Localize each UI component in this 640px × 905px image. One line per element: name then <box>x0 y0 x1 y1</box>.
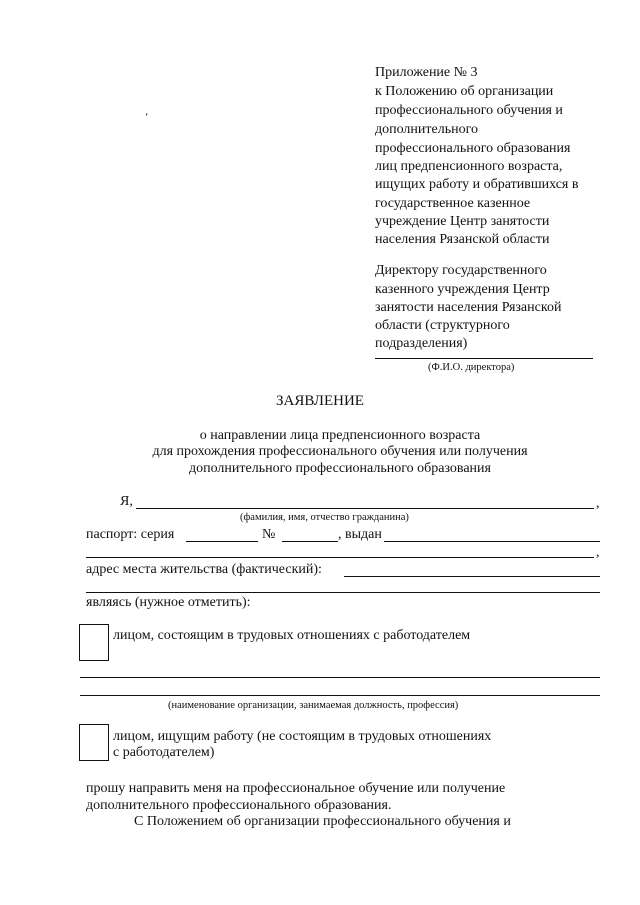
director-fio-caption: (Ф.И.О. директора) <box>428 362 515 373</box>
addressee-line: области (структурного <box>375 318 510 333</box>
option1-label: лицом, состоящим в трудовых отношениях с работодателем <box>113 628 471 643</box>
passport-series-field[interactable] <box>186 541 258 542</box>
request-line: дополнительного профессионального образования. <box>86 798 392 813</box>
passport-issued-label: , выдан <box>338 527 382 542</box>
being-label: являясь (нужное отметить): <box>86 595 251 610</box>
option2-checkbox-underline <box>88 760 106 761</box>
appendix-line: государственное казенное <box>375 196 531 211</box>
fio-comma: , <box>596 496 600 511</box>
option2-label-line2: с работодателем) <box>113 745 215 760</box>
org-field-2[interactable] <box>80 695 600 696</box>
ya-label: Я, <box>120 494 133 509</box>
request-line: прошу направить меня на профессиональное обучение или получение <box>86 781 506 796</box>
subtitle-line: дополнительного профессионального образования <box>189 461 491 476</box>
subtitle-line: о направлении лица предпенсионного возраста <box>199 428 481 443</box>
org-caption: (наименование организации, занимаемая должность, профессия) <box>168 700 459 711</box>
appendix-line: дополнительного <box>375 122 478 137</box>
passport-issued-field-2[interactable] <box>86 557 594 558</box>
passport-issued-field[interactable] <box>384 541 600 542</box>
addressee-line: казенного учреждения Центр <box>375 282 550 297</box>
addressee-line: подразделения) <box>375 336 468 351</box>
option2-label-line1: лицом, ищущим работу (не состоящим в трудовых отношениях <box>113 729 492 744</box>
address-label: адрес места жительства (фактический): <box>86 562 322 577</box>
fio-field[interactable] <box>136 508 594 509</box>
appendix-line: населения Рязанской области <box>375 232 550 247</box>
document-title: ЗАЯВЛЕНИЕ <box>276 393 364 409</box>
org-field[interactable] <box>80 677 600 678</box>
subtitle-line: для прохождения профессионального обучения или получения <box>152 444 528 459</box>
scan-mark: ‘ <box>145 112 149 123</box>
appendix-line: профессионального образования <box>375 141 571 156</box>
appendix-line: ищущих работу и обратившихся в <box>375 177 579 192</box>
fio-caption: (фамилия, имя, отчество гражданина) <box>240 512 409 523</box>
appendix-line: Приложение № 3 <box>375 65 478 80</box>
appendix-line: учреждение Центр занятости <box>375 214 550 229</box>
appendix-line: профессионального обучения и <box>375 103 563 118</box>
director-fio-line[interactable] <box>375 358 593 359</box>
passport-number-label: № <box>262 527 276 542</box>
address-field-2[interactable] <box>86 592 600 593</box>
appendix-line: лиц предпенсионного возраста, <box>375 159 563 174</box>
issued-comma: , <box>596 545 600 560</box>
addressee-line: занятости населения Рязанской <box>375 300 562 315</box>
address-field[interactable] <box>344 576 600 577</box>
appendix-line: к Положению об организации <box>375 84 554 99</box>
passport-number-field[interactable] <box>282 541 338 542</box>
regulation-line: С Положением об организации профессионального обучения и <box>134 814 511 829</box>
addressee-line: Директору государственного <box>375 263 547 278</box>
option2-checkbox[interactable] <box>79 724 109 761</box>
option1-checkbox[interactable] <box>79 624 109 661</box>
passport-label: паспорт: серия <box>86 527 175 542</box>
